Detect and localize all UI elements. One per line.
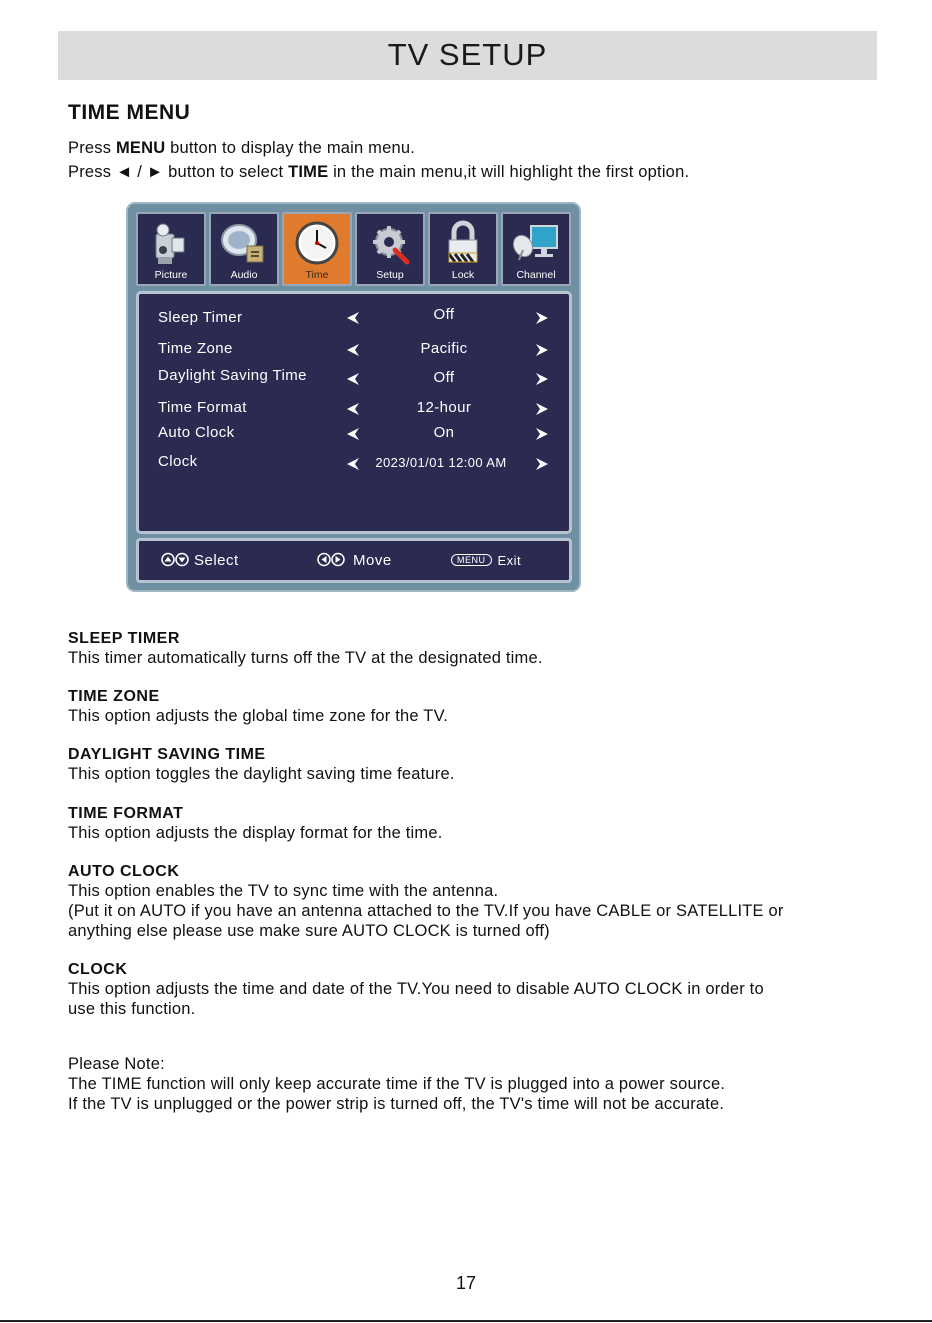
- tab-label: Lock: [451, 269, 475, 281]
- tab-label: Audio: [230, 269, 258, 281]
- page-number: 17: [455, 1273, 477, 1293]
- row-value-time-format: 12-hour: [416, 399, 472, 416]
- clock-icon: [292, 220, 342, 266]
- row-label-auto-clock: Auto Clock: [158, 424, 235, 441]
- page-title: TV SETUP: [387, 37, 548, 72]
- desc-text-time-zone: This option adjusts the global time zone for the TV.: [68, 707, 449, 725]
- note-line-2: If the TV is unplugged or the power strip is turned off, the TV's time will not be accurate.: [68, 1095, 725, 1113]
- note-line-1: The TIME function will only keep accurate time if the TV is plugged into a power source.: [68, 1075, 726, 1093]
- desc-text-clock-2: use this function.: [68, 1000, 196, 1018]
- arrow-right-icon[interactable]: [535, 402, 549, 416]
- left-right-buttons-icon: [317, 552, 347, 567]
- tab-picture[interactable]: [136, 212, 206, 286]
- desc-title-time-format: TIME FORMAT: [68, 805, 184, 822]
- row-value-daylight-saving: Off: [433, 369, 455, 386]
- gear-wrench-icon: [365, 220, 415, 266]
- padlock-icon: [438, 220, 488, 266]
- tab-time[interactable]: [282, 212, 352, 286]
- desc-title-sleep-timer: SLEEP TIMER: [68, 630, 180, 647]
- row-label-daylight-saving: Daylight Saving Time: [158, 367, 307, 384]
- arrow-right-icon[interactable]: [535, 427, 549, 441]
- up-down-buttons-icon: [161, 552, 191, 567]
- note-heading: Please Note:: [68, 1055, 165, 1073]
- row-value-time-zone: Pacific: [420, 340, 468, 357]
- section-title: TIME MENU: [68, 101, 191, 124]
- footer-exit-label: Exit: [497, 553, 522, 568]
- desc-text-auto-clock-2: (Put it on AUTO if you have an antenna attached to the TV.If you have CABLE or SATELLITE or: [68, 902, 784, 920]
- arrow-right-icon[interactable]: [535, 311, 549, 325]
- footer-select: [161, 552, 239, 569]
- desc-text-daylight-saving: This option toggles the daylight saving time feature.: [68, 765, 455, 783]
- satellite-monitor-icon: [511, 220, 561, 266]
- intro-line-1: [68, 139, 415, 158]
- menu-button-badge: MENU: [451, 554, 492, 566]
- tab-setup[interactable]: [355, 212, 425, 286]
- time-settings-panel: [136, 291, 572, 534]
- footer-move: [317, 552, 392, 569]
- menu-footer-bar: [136, 538, 572, 583]
- tab-channel[interactable]: [501, 212, 571, 286]
- row-label-time-format: Time Format: [158, 399, 247, 416]
- intro-line-2-pre: Press ◄ / ► button to select: [68, 163, 289, 181]
- intro-line-2-post: in the main menu,it will highlight the first option.: [328, 163, 690, 181]
- desc-title-daylight-saving: DAYLIGHT SAVING TIME: [68, 746, 266, 763]
- row-label-time-zone: Time Zone: [158, 340, 233, 357]
- desc-title-auto-clock: AUTO CLOCK: [68, 863, 180, 880]
- row-label-sleep-timer: Sleep Timer: [158, 309, 243, 326]
- intro-line-2-bold: TIME: [288, 163, 329, 181]
- desc-title-clock: CLOCK: [68, 961, 128, 978]
- footer-exit: [451, 553, 521, 568]
- intro-line-2: [68, 163, 689, 182]
- header-bar: [58, 31, 877, 80]
- arrow-right-icon[interactable]: [535, 457, 549, 471]
- desc-title-time-zone: TIME ZONE: [68, 688, 160, 705]
- camcorder-icon: [146, 220, 196, 266]
- tab-label: Setup: [376, 269, 404, 281]
- arrow-right-icon[interactable]: [535, 372, 549, 386]
- desc-text-sleep-timer: This timer automatically turns off the TV at the designated time.: [68, 649, 543, 667]
- speaker-icon: [219, 220, 269, 266]
- row-value-clock: 2023/01/01 12:00 AM: [375, 455, 507, 470]
- intro-line-1-bold: MENU: [115, 139, 166, 157]
- desc-text-auto-clock-1: This option enables the TV to sync time with the antenna.: [68, 882, 499, 900]
- footer-select-label: Select: [194, 552, 239, 569]
- intro-line-1-pre: Press: [68, 139, 116, 157]
- desc-text-time-format: This option adjusts the display format for the time.: [68, 824, 443, 842]
- tab-label: Picture: [154, 269, 188, 281]
- tab-audio[interactable]: [209, 212, 279, 286]
- tab-label: Time: [305, 269, 329, 281]
- row-value-auto-clock: On: [433, 424, 455, 441]
- desc-text-clock-1: This option adjusts the time and date of the TV.You need to disable AUTO CLOCK in order to: [68, 980, 764, 998]
- tv-menu-screen: [126, 202, 581, 592]
- desc-text-auto-clock-3: anything else please use make sure AUTO CLOCK is turned off): [68, 922, 550, 940]
- bottom-rule: [0, 1320, 932, 1322]
- arrow-right-icon[interactable]: [535, 343, 549, 357]
- intro-line-1-post: button to display the main menu.: [165, 139, 416, 157]
- row-label-clock: Clock: [158, 453, 198, 470]
- footer-move-label: Move: [353, 552, 392, 569]
- tab-label: Channel: [516, 269, 556, 281]
- tab-lock[interactable]: [428, 212, 498, 286]
- row-value-sleep-timer: Off: [433, 306, 455, 323]
